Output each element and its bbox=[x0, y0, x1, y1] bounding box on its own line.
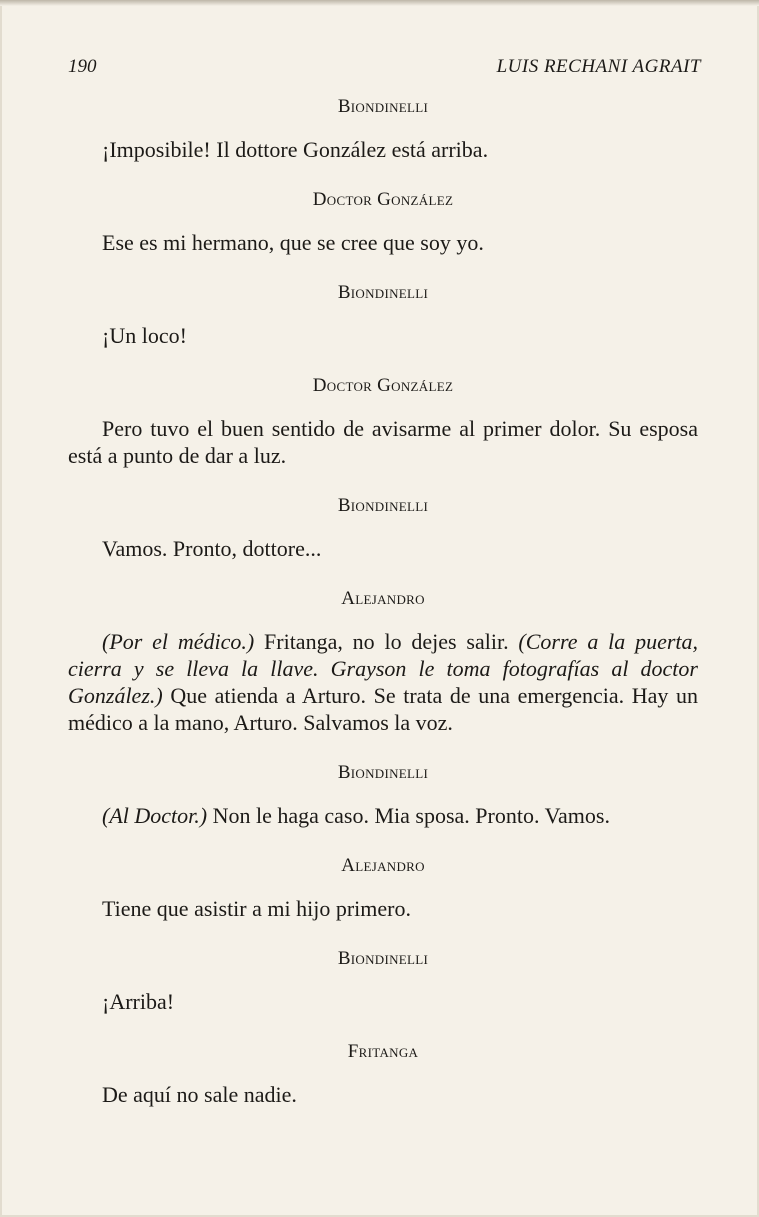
dialogue-text: Que atienda a Arturo. Se trata de una emergencia. Hay un médico a la mano, Arturo. Salvamos la voz. bbox=[68, 683, 698, 735]
speaker-name: Biondinelli bbox=[337, 948, 429, 969]
dialogue-line: Pero tuvo el buen sentido de avisarme al primer dolor. Su esposa está a punto de dar a luz. bbox=[68, 416, 698, 468]
dialogue-line: ¡Arriba! bbox=[102, 989, 175, 1014]
dialogue-line: Tiene que asistir a mi hijo primero. bbox=[102, 896, 411, 921]
stage-direction: (Corre a la puerta, cierra y se lleva la llave. Grayson le toma fotografías al doctor González.) bbox=[68, 629, 699, 708]
stage-direction: (Por el médico.) bbox=[102, 629, 255, 654]
dialogue-line bbox=[68, 802, 698, 829]
dialogue-block bbox=[68, 491, 698, 562]
dialogue-text: Non le haga caso. Mia sposa. Pronto. Vamos. bbox=[207, 803, 610, 828]
speaker-name: Alejandro bbox=[341, 588, 425, 609]
dialogue-block bbox=[68, 584, 698, 736]
dialogue-line: Ese es mi hermano, que se cree que soy yo. bbox=[102, 230, 484, 255]
speaker-name: Doctor González bbox=[312, 375, 454, 396]
stage-direction: (Al Doctor.) bbox=[102, 803, 208, 828]
dialogue-block bbox=[68, 1037, 698, 1108]
page-number: 190 bbox=[68, 56, 97, 77]
dialogue-line: De aquí no sale nadie. bbox=[102, 1082, 297, 1107]
dialogue-line: ¡Imposibile! Il dottore González está arriba. bbox=[102, 137, 489, 162]
speaker-name: Alejandro bbox=[341, 855, 425, 876]
dialogue-line bbox=[68, 628, 698, 736]
running-header bbox=[68, 56, 701, 80]
dialogue-block bbox=[68, 278, 698, 349]
speaker-name: Biondinelli bbox=[337, 282, 429, 303]
speaker-name: Biondinelli bbox=[337, 495, 429, 516]
dialogue-block bbox=[68, 371, 698, 469]
dialogue-block bbox=[68, 185, 698, 256]
dialogue-block bbox=[68, 92, 698, 163]
speaker-name: Biondinelli bbox=[337, 762, 429, 783]
dialogue-line: ¡Un loco! bbox=[102, 323, 187, 348]
dialogue-block bbox=[68, 851, 698, 922]
play-text bbox=[68, 92, 698, 1108]
dialogue-block bbox=[68, 944, 698, 1015]
speaker-name: Biondinelli bbox=[337, 96, 429, 117]
dialogue-block bbox=[68, 758, 698, 829]
speaker-name: Doctor González bbox=[312, 189, 454, 210]
page-top-edge bbox=[0, 0, 759, 6]
dialogue-text: Fritanga, no lo dejes salir. bbox=[254, 629, 519, 654]
dialogue-line: Vamos. Pronto, dottore... bbox=[102, 536, 322, 561]
running-title: LUIS RECHANI AGRAIT bbox=[496, 56, 701, 77]
speaker-name: Fritanga bbox=[347, 1041, 419, 1062]
